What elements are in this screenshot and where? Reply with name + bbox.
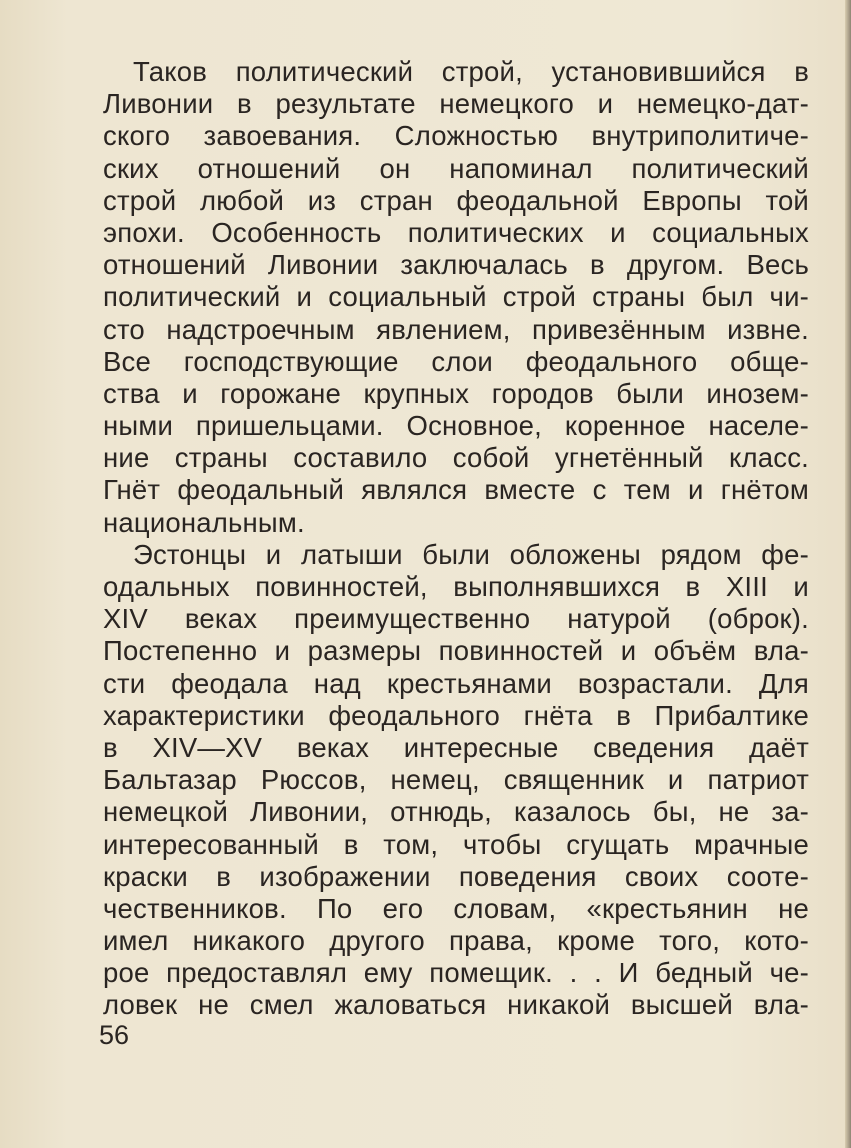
text-line: Постепенно и размеры повинностей и объём вла- <box>103 635 809 667</box>
text-line: ского завоевания. Сложностью внутриполитиче- <box>103 120 809 152</box>
text-line: ние страны составило собой угнетённый класс. <box>103 442 809 474</box>
text-line: имел никакого другого права, кроме того, кото- <box>103 925 809 957</box>
text-line: Эстонцы и латыши были обложены рядом фе- <box>133 538 809 570</box>
text-line: Гнёт феодальный являлся вместе с тем и гнётом <box>103 474 809 506</box>
paragraph-1 <box>103 56 809 539</box>
text-line: отношений Ливонии заключалась в другом. Весь <box>103 249 809 281</box>
text-line: национальным. <box>103 506 305 538</box>
text-line: сто надстроечным явлением, привезённым извне. <box>103 313 809 345</box>
text-line: одальных повинностей, выполнявшихся в XIII и <box>103 571 809 602</box>
text-line: эпохи. Особенность политических и социальных <box>103 216 809 248</box>
text-line: немецкой Ливонии, отнюдь, казалось бы, не за- <box>103 796 809 828</box>
text-line: ными пришельцами. Основное, коренное населе- <box>103 410 809 442</box>
paragraph-2 <box>103 539 809 1022</box>
page-number: 56 <box>99 1020 130 1050</box>
text-line: политический и социальный строй страны был чи- <box>103 281 809 313</box>
page-edge-shadow <box>845 0 851 1148</box>
text-line: строй любой из стран феодальной Европы той <box>103 184 809 216</box>
text-line: чественников. По его словам, «крестьянин не <box>103 892 809 924</box>
text-line: интересованный в том, чтобы сгущать мрачные <box>103 828 809 860</box>
text-line: ства и горожане крупных городов были инозем- <box>103 377 809 409</box>
text-line: Бальтазар Рюссов, немец, священник и патриот <box>103 764 809 796</box>
text-line: Таков политический строй, установившийся в <box>133 56 809 87</box>
text-line: ловек не смел жаловаться никакой высшей вла- <box>103 989 809 1021</box>
body-text <box>103 56 809 1022</box>
text-line: ских отношений он напоминал политический <box>103 152 809 184</box>
text-line: рое предоставлял ему помещик. . . И бедный че- <box>103 957 809 989</box>
text-line: сти феодала над крестьянами возрастали. Для <box>103 667 809 699</box>
text-line: Все господствующие слои феодального обще- <box>103 345 809 377</box>
text-line: XIV веках преимущественно натурой (оброк). <box>103 603 809 635</box>
text-line: характеристики феодального гнёта в Прибалтике <box>103 699 809 731</box>
text-line: краски в изображении поведения своих соотe- <box>103 860 809 892</box>
text-line: в XIV—XV веках интересные сведения даёт <box>103 731 809 763</box>
text-line: Ливонии в результате немецкого и немецко-дат- <box>103 88 809 120</box>
